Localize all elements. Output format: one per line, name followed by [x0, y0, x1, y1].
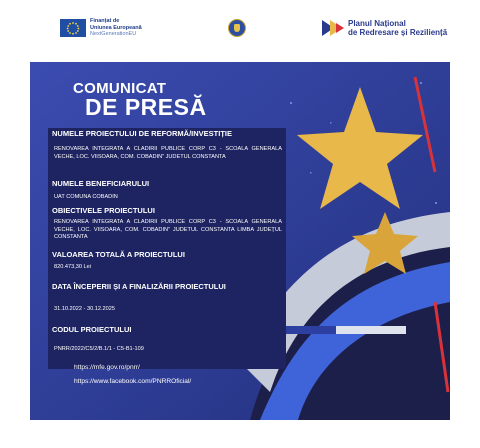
eu-funding-label: Finanțat de Uniunea Europeană NextGenerationEU	[90, 18, 142, 37]
section-heading-dates: DATA ÎNCEPERII ȘI A FINALIZĂRII PROIECTULUI	[52, 282, 226, 291]
section-text-total-value: 820.473,30 Lei	[54, 264, 92, 270]
press-release-panel	[30, 62, 450, 420]
section-text-project-code: PNRR/2022/C5/2/B.1/1 - C5-B1-109	[54, 346, 144, 352]
section-heading-project-name: NUMELE PROIECTULUI DE REFORMĂ/INVESTIȚIE	[52, 129, 233, 138]
facebook-link[interactable]: https://www.facebook.com/PNRROficial/	[74, 378, 192, 385]
section-heading-total-value: VALOAREA TOTALĂ A PROIECTULUI	[52, 250, 185, 259]
section-heading-objectives: OBIECTIVELE PROIECTULUI	[52, 206, 155, 215]
section-text-objectives: RENOVAREA INTEGRATA A CLADIRII PUBLICE CORP C3 - SCOALA GENERALA VECHE, LOC. VIISOARA, COM. COBADIN” JUDETUL CONSTANTA LIMBA JUDEȚUL CONSTANTA	[54, 219, 282, 241]
title-line-2: DE PRESĂ	[85, 94, 207, 120]
section-text-project-name: RENOVAREA INTEGRATA A CLADIRII PUBLICE CORP C3 - SCOALA GENERALA VECHE, LOC. VIISOARA, COM. COBADIN” JUDETUL CONSTANTA	[54, 146, 282, 160]
section-heading-project-code: CODUL PROIECTULUI	[52, 325, 132, 334]
pnrr-title: Planul Național de Redresare și Reziliență	[348, 19, 448, 37]
section-heading-beneficiary: NUMELE BENEFICIARULUI	[52, 179, 150, 188]
romanian-government-seal-icon	[228, 19, 246, 37]
page-header	[0, 0, 480, 60]
website-link[interactable]: https://mfe.gov.ro/pnrr/	[74, 364, 140, 371]
eu-flag-icon	[60, 19, 86, 37]
pnrr-logo-icon	[322, 20, 346, 36]
title-line-1: COMUNICAT	[73, 80, 167, 97]
section-text-beneficiary: UAT COMUNA COBADIN	[54, 194, 118, 200]
section-text-dates: 31.10.2022 - 30.12.2025	[54, 306, 115, 312]
